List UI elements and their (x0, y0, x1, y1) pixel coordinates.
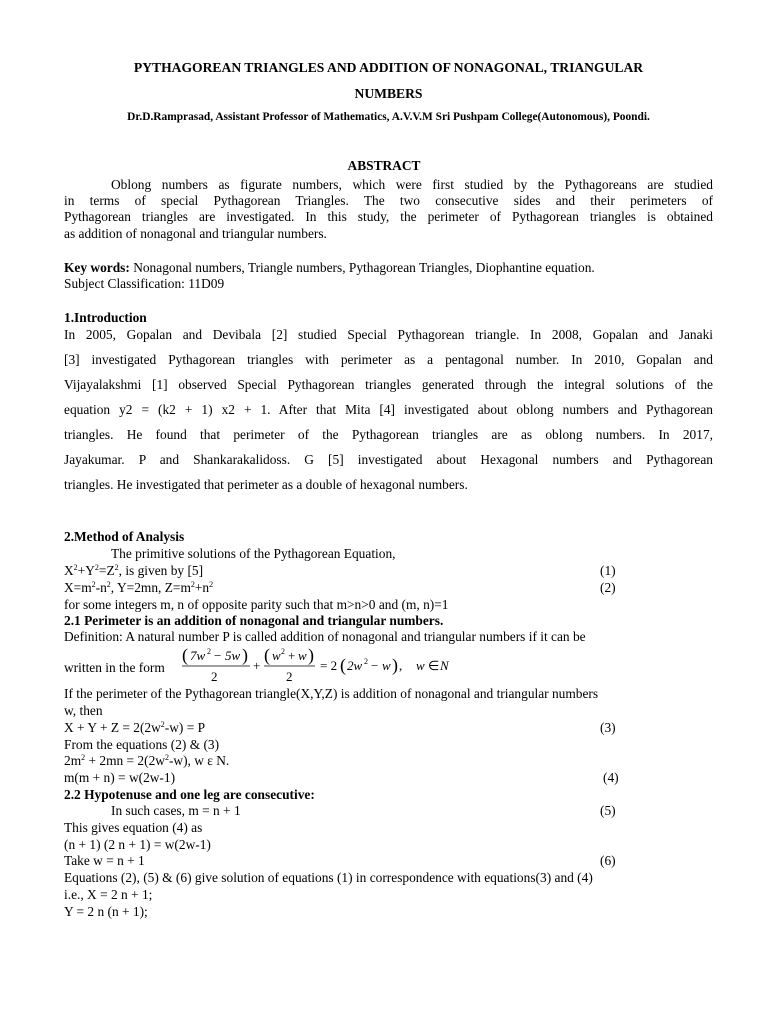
svg-text:7w: 7w (190, 648, 206, 663)
keywords-label: Key words: (64, 260, 130, 275)
subsection-2-2: 2.2 Hypotenuse and one leg are consecutive: (64, 787, 315, 802)
method-heading: 2.Method of Analysis (64, 529, 185, 544)
svg-text:2: 2 (207, 647, 211, 656)
equation-1-number: (1) (600, 563, 616, 578)
svg-text:2: 2 (281, 647, 285, 656)
svg-text:= 2: = 2 (320, 658, 338, 673)
such-cases-line: In such cases, m = n + 1 (111, 803, 241, 818)
n-equation-line: (n + 1) (2 n + 1) = w(2w-1) (64, 837, 211, 852)
w-then-line: w, then (64, 703, 103, 718)
svg-text:+: + (253, 658, 261, 673)
equation-1: $X^2+Y^2=Z^2$, is given by [5] (64, 563, 204, 578)
svg-text:,: , (399, 658, 403, 673)
definition-formula (180, 645, 470, 687)
svg-text:(: ( (340, 655, 346, 675)
svg-text:−: − (214, 648, 222, 663)
svg-text:w: w (272, 648, 281, 663)
abstract-line-1: Oblong numbers as figurate numbers, which were first studied by the Pythagoreans are studied (111, 177, 713, 192)
equation-3-number: (3) (600, 720, 616, 735)
written-form-label: written in the form (64, 660, 165, 675)
paper-title-line1: PYTHAGOREAN TRIANGLES AND ADDITION OF NONAGONAL, TRIANGULAR (133, 60, 644, 75)
svg-text:2: 2 (364, 657, 368, 666)
abstract-heading: ABSTRACT (347, 158, 421, 173)
svg-text:2w: 2w (347, 658, 363, 673)
equation-1-text: , is given by [5] (118, 563, 204, 578)
opposite-parity-line: for some integers m, n of opposite parity such that m>n>0 and (m, n)=1 (64, 597, 449, 612)
take-w-line: Take w = n + 1 (64, 853, 145, 868)
x-solution-line: i.e., X = 2 n + 1; (64, 887, 153, 902)
equation-6-number: (6) (600, 853, 616, 868)
intro-line-5: triangles. He found that perimeter of the Pythagorean triangles are as oblong numbers. In 2017, (64, 427, 713, 442)
equation-2: $X=m^2-n^2$, Y=2mn, $Z=m^2+n^2$ (64, 580, 214, 595)
intro-line-3: Vijayalakshmi [1] observed Special Pythagorean triangles generated through the integral solutions of the (64, 377, 713, 392)
gives-equation-line: This gives equation (4) as (64, 820, 203, 835)
abstract-line-2: in terms of special Pythagorean Triangles. The two consecutive sides and their perimeters of (64, 193, 713, 208)
equations-give-line: Equations (2), (5) & (6) give solution of equations (1) in correspondence with equations(3) and (4) (64, 870, 593, 885)
svg-text:−: − (371, 658, 379, 673)
svg-text:2: 2 (211, 669, 218, 684)
svg-text:N: N (440, 658, 449, 673)
intro-line-4: equation y2 = (k2 + 1) x2 + 1. After that Mita [4] investigated about oblong numbers and Pythagorean (64, 402, 713, 417)
svg-text:): ) (242, 645, 248, 665)
paper-title-line2: NUMBERS (354, 86, 423, 101)
equation-4: m(m + n) = w(2w-1) (64, 770, 176, 785)
svg-text:): ) (392, 655, 398, 675)
equation-3: $X + Y + Z = 2(2w^2-w) = P$ (64, 720, 206, 735)
svg-text:∈: ∈ (428, 658, 440, 673)
svg-text:5w: 5w (225, 648, 241, 663)
equation-2-number: (2) (600, 580, 616, 595)
abstract-line-4: as addition of nonagonal and triangular numbers. (64, 226, 327, 241)
intro-heading: 1.Introduction (64, 310, 147, 325)
author-line: Dr.D.Ramprasad, Assistant Professor of Mathematics, A.V.V.M Sri Pushpam College(Autonomous), Poondi. (127, 111, 650, 123)
svg-text:(: ( (182, 645, 188, 665)
intro-line-2: [3] investigated Pythagorean triangles with perimeter as a pentagonal number. In 2010, Gopalan and (64, 352, 713, 367)
svg-text:w: w (298, 648, 307, 663)
subject-classification: Subject Classification: 11D09 (64, 276, 225, 291)
abstract-line-3: Pythagorean triangles are investigated. In this study, the perimeter of Pythagorean triangles is obtained (64, 209, 713, 224)
keywords-text: Nonagonal numbers, Triangle numbers, Pythagorean Triangles, Diophantine equation. (129, 260, 595, 275)
svg-text:): ) (308, 645, 314, 665)
intro-line-1: In 2005, Gopalan and Devibala [2] studied Special Pythagorean triangle. In 2008, Gopalan and Janaki (64, 327, 713, 342)
if-perimeter-line: If the perimeter of the Pythagorean triangle(X,Y,Z) is addition of nonagonal and triangular numbers (64, 686, 599, 701)
mn-equation: $2m^2 + 2mn = 2(2w^2-w)$, w ε N. (64, 753, 230, 768)
intro-line-6: Jayakumar. P and Shankarakalidoss. G [5] investigated about Hexagonal numbers and Pythagorean (64, 452, 713, 467)
from-equations-line: From the equations (2) & (3) (64, 737, 220, 752)
equation-4-number: (4) (603, 770, 619, 785)
svg-text:w: w (382, 658, 391, 673)
definition-line: Definition: A natural number P is called addition of nonagonal and triangular numbers if it can be (64, 629, 586, 644)
subsection-2-1: 2.1 Perimeter is an addition of nonagonal and triangular numbers. (64, 613, 444, 628)
svg-text:(: ( (264, 645, 270, 665)
svg-text:w: w (416, 658, 425, 673)
intro-line-7: triangles. He investigated that perimeter as a double of hexagonal numbers. (64, 477, 468, 492)
equation-5-number: (5) (600, 803, 616, 818)
keywords-line (64, 260, 595, 276)
primitive-line: The primitive solutions of the Pythagorean Equation, (111, 546, 396, 561)
svg-text:+: + (288, 648, 296, 663)
y-solution-line: Y = 2 n (n + 1); (64, 904, 148, 919)
svg-text:2: 2 (286, 669, 293, 684)
